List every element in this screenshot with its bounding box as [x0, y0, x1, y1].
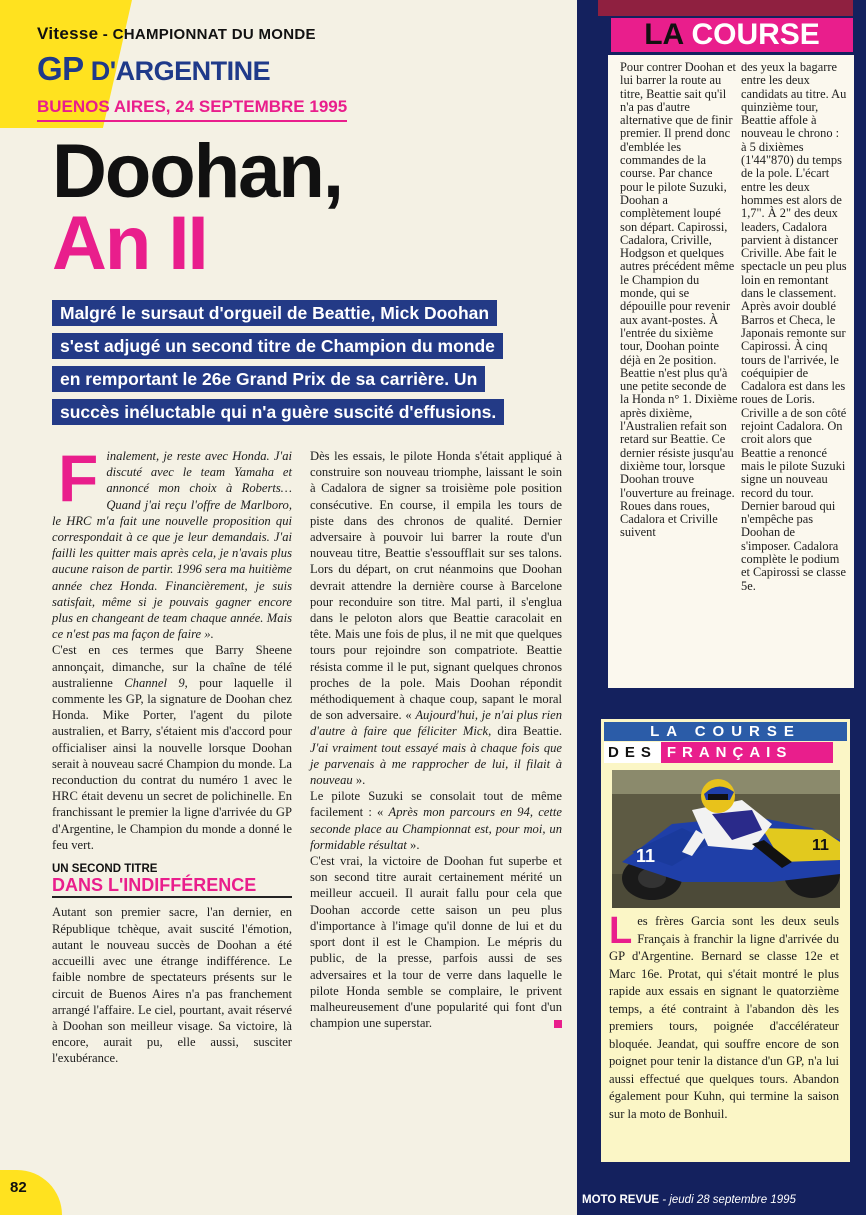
article-column-2 — [310, 448, 562, 1031]
subheading — [52, 861, 292, 898]
francais-header-des: DES — [604, 742, 661, 763]
section-kicker — [37, 24, 316, 44]
text-run: C'est vrai, la victoire de Doohan fut superbe et son second titre aurait certainement mérité un meilleur accueil. Il aurait fallu pour cela que Doohan accorde cette saison un peu plus d'importance à l'image qu'il donne de lui et du sport dont il est le Champion. Le mépris du public, de la presse, parfois aussi de ses adversaires et la tour de verre dans laquelle le pilote Honda semble se complaire, le privent malheureusement d'une popularité qui font d'un champion une superstar. — [310, 854, 562, 1031]
magazine-footer — [582, 1194, 796, 1206]
rider-photo-illustration — [612, 770, 840, 908]
page-number-tab — [0, 1170, 62, 1215]
course-box-title — [611, 18, 853, 52]
issue-date: - jeudi 28 septembre 1995 — [659, 1194, 796, 1206]
kicker-main: Vitesse — [37, 24, 99, 43]
francais-header-line-1: LA COURSE — [604, 722, 847, 741]
opening-quote: inalement, je reste avec Honda. J'ai discuté avec le team Yamaha et annoncé mon choix à Roberts… Quand j'ai reçu l'offre de Marlboro, le HRC m'a fait une nouvelle proposition qui correspondait à ce que je leur demandais. J'ai failli les quitter mais après cela, je n'avais plus aucune raison de partir. 1996 sera ma huitième année chez Honda. Financièrement, je suis satisfait, même si je pouvais gagner encore plus en changeant de team chaque année. Mais ce n'est pas ma façon de faire ». — [52, 449, 292, 642]
standfirst-line: s'est adjugé un second titre de Champion du monde — [52, 333, 503, 359]
page-number: 82 — [10, 1179, 27, 1196]
course-text: des yeux la bagarre entre les deux candidats au titre. Au quinzième tour, Beattie affole à nouveau le chrono : à 5 dixièmes (1'44"870) du temps de la pole. L'écart entre les deux hommes est alors de 1,7". À 2" des deux leaders, Cadalora parvient à distancer Criville. Abe fait le spectacle un peu plus loin en remontant dans le classement. Après avoir doublé Barros et Checa, le Japonais remonte sur Capirossi. À cinq tours de l'arrivée, le coéquipier de Cadalora est dans les roues de Loris. Criville a de son côté rejoint Cadalora. On croit alors que Beattie a renoncé mais le pilote Suzuki signe un nouveau record du tour. Dernier baroud qui n'empêche pas Doohan de s'imposer. Cadalora complète le podium et Capirossi se classe 5e. — [741, 60, 847, 593]
course-column-1 — [620, 61, 738, 540]
course-title-la: LA — [644, 18, 684, 51]
event-title-country: D'ARGENTINE — [83, 56, 271, 86]
standfirst-line: Malgré le sursaut d'orgueil de Beattie, Mick Doohan — [52, 300, 497, 326]
text-run: ». — [406, 837, 420, 852]
text-run: ». — [352, 773, 366, 788]
drop-cap: L — [609, 910, 633, 952]
drop-cap: F — [58, 441, 99, 515]
article-paragraph — [310, 788, 562, 853]
article-column-1 — [52, 441, 292, 1067]
rider-photo — [612, 770, 840, 908]
subheading-large: DANS L'INDIFFÉRENCE — [52, 877, 292, 898]
course-column-2 — [741, 61, 847, 593]
headline-line-1: Doohan, — [52, 129, 342, 214]
text-run: es frères Garcia sont les deux seuls Français à franchir la ligne d'arrivée du GP d'Argentine. Bernard se classe 12e et Marc 16e. Protat, qui s'était montré le plus rapide aux essais en signant le quatorzième temps, a été contraint à l'abandon dès les premiers tours, poignée d'accélérateur bloquée. Jeandat, qui souffre encore de son poignet pour tenir la distance d'un GP, n'a lui aussi effectué que quelques tours. Abandon également pour Kuhn, qui termine la saison sur la moto de Bonhuil. — [609, 914, 839, 1121]
subheading-small: UN SECOND TITRE — [52, 863, 158, 876]
article-paragraph — [310, 853, 562, 1031]
quote: Après mon parcours en 94, cette seconde place au Championnat est, pour moi, un formidable résultat — [310, 805, 562, 852]
article-paragraph: Autant son premier sacre, l'an dernier, en République tchèque, avait suscité l'émotion, autant le nouveau succès de Doohan a été accueilli avec une étrange indifférence. Le faible nombre de spectateurs présents sur le circuit de Buenos Aires n'a pas franchement arrangé l'affaire. Le ciel, pourtant, avait réservé à Doohan son meilleur visage. Sa victoire, là encore, aurait pu, elle aussi, susciter l'exubérance. — [52, 905, 292, 1066]
francais-text — [609, 910, 839, 1123]
svg-text:11: 11 — [812, 837, 829, 854]
francais-paragraph — [609, 910, 839, 1123]
text-run: Le pilote Suzuki se consolait tout de même facilement : « — [310, 789, 562, 820]
sidebar-top-band — [598, 0, 853, 16]
kicker-sub: CHAMPIONNAT DU MONDE — [112, 26, 316, 43]
article-paragraph — [310, 448, 562, 788]
francais-header-francais: FRANÇAIS — [661, 742, 833, 763]
article-paragraph — [52, 441, 292, 642]
standfirst-line: succès inéluctable qui n'a guère suscité d'effusions. — [52, 399, 504, 425]
text-run: , dira Beattie. — [488, 724, 562, 739]
text-run: C'est en ces termes que Barry Sheene annonçait, dimanche, sur la chaîne de télé australienne — [52, 643, 292, 690]
text-run: , pour laquelle il commente les GP, la signature de Doohan chez Honda. Mike Porter, l'agent du pilote australien, et Barry, s'étaient mis d'accord pour officialiser ainsi la nouvelle lorsque Doohan serait à nouveau sacré Champion du monde. La reconduction du contrat du numéro 1 avec le HRC était devenu un secret de polichinelle. En franchissant le premier la ligne d'arrivée du GP d'Argentine, le Champion du monde a donné le feu vert. — [52, 675, 292, 852]
end-mark — [554, 1020, 562, 1028]
channel-name: Channel 9 — [124, 675, 185, 690]
francais-header-line-2 — [604, 742, 833, 763]
standfirst — [52, 300, 572, 432]
kicker-separator: - — [98, 26, 113, 43]
event-title-gp: GP — [37, 50, 84, 87]
svg-text:11: 11 — [636, 846, 656, 866]
headline-line-2: An II — [52, 201, 207, 286]
course-title-course: COURSE — [691, 18, 820, 51]
course-text: Pour contrer Doohan et lui barrer la route au titre, Beattie sait qu'il n'a pas d'autre alternative que de finir premier. Il prend donc d'emblée les commandes de la course. Par chance pour le pilote Suzuki, Doohan a complètement loupé son départ. Capirossi, Cadalora, Criville, Hodgson et quelques autres précédent même le Champion du monde, qui se dépouille pour revenir aux avant-postes. À l'entrée du sixième tour, Doohan pointe déjà en 2e position. Beattie n'est plus qu'à une petite seconde de la Honda n° 1. Dixième après dixième, l'Australien refait son retard sur Beattie. Ce dernier résiste jusqu'au dixième tour, lorsque Doohan trouve l'ouverture au freinage. Roues dans roues, Cadalora et Criville suivent — [620, 60, 738, 540]
event-title — [37, 50, 270, 88]
standfirst-line: en remportant le 26e Grand Prix de sa carrière. Un — [52, 366, 485, 392]
article-paragraph — [52, 642, 292, 853]
text-run: Dès les essais, le pilote Honda s'était appliqué à construire son nouveau triomphe, laissant le soin à Cadalora de signer sa troisième pole position consécutive. En course, il empila les tours de piste dans des chronos de qualité. Dernier adversaire à pouvoir lui barrer la route d'un nouveau titre, Beattie s'essoufflait sur ses talons. Lors du départ, on crut néanmoins que Doohan devrait attendre la dernière course à Barcelone pour reconduire son titre. Mal parti, il s'englua dans le peloton alors que Beattie caracolait en tête. Mais une fois de plus, il ne mit que quelques tours pour rejoindre son compatriote. Beattie résista comme il le put, signant quelques chronos proches de la pole. Mais Doohan répondit méthodiquement à chaque coup, sapant le moral de son adversaire. « — [310, 449, 562, 723]
dateline: BUENOS AIRES, 24 SEPTEMBRE 1995 — [37, 97, 347, 122]
quote: Aujourd'hui, je n'ai plus rien d'autre à faire que féliciter Mick — [310, 708, 562, 739]
quote: J'ai vraiment tout essayé mais à chaque fois que je parvenais à me rapprocher de lui, il filait à nouveau — [310, 740, 562, 788]
magazine-name: MOTO REVUE — [582, 1194, 660, 1206]
